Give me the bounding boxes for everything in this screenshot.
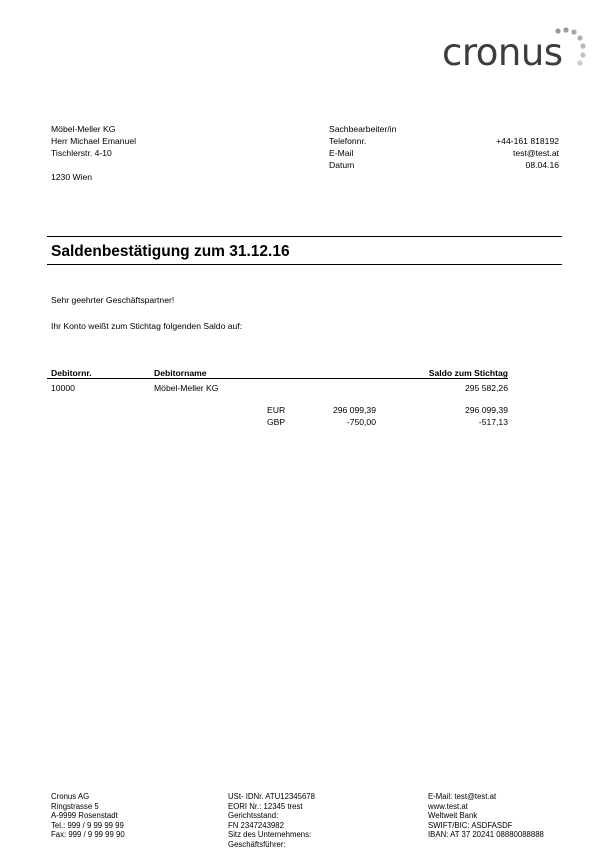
footer-line: Gerichtsstand: <box>228 811 279 821</box>
intro-text: Ihr Konto weißt zum Stichtag folgenden Saldo auf: <box>51 321 243 331</box>
greeting: Sehr geehrter Geschäftspartner! <box>51 295 175 305</box>
currency-balance: -517,13 <box>478 417 508 427</box>
header-balance: Saldo zum Stichtag <box>428 368 508 378</box>
document-title: Saldenbestätigung zum 31.12.16 <box>51 243 290 260</box>
footer-line: E-Mail: test@test.at <box>428 792 497 801</box>
currency-row <box>51 416 508 428</box>
footer-line: Sitz des Unternehmens: <box>228 830 312 840</box>
footer-line: www.test.at <box>428 801 468 811</box>
recipient-company: Möbel-Meller KG <box>51 124 116 134</box>
footer-legal <box>228 792 315 850</box>
recipient-street: Tischlerstr. 4-10 <box>51 148 112 158</box>
footer-company <box>51 792 125 840</box>
footer-bank <box>428 792 544 840</box>
date-row <box>329 159 559 171</box>
footer-line: Cronus AG <box>51 792 90 801</box>
row-balance: 295 582,26 <box>464 383 508 393</box>
row-number: 10000 <box>51 383 75 393</box>
document-info <box>329 123 559 171</box>
footer-line: EORI Nr.: 12345 trest <box>228 801 303 811</box>
currency-row <box>51 404 508 416</box>
date-label: Datum <box>329 160 355 170</box>
header-number: Debitornr. <box>51 368 92 378</box>
footer-line: SWIFT/BIC: ASDFASDF <box>428 820 513 830</box>
footer-line: FN 2347243982 <box>228 820 284 830</box>
footer-line: Tel.: 999 / 9 99 99 99 <box>51 820 124 830</box>
footer-line: A-9999 Rosenstadt <box>51 811 118 821</box>
row-name: Möbel-Meller KG <box>154 383 219 393</box>
phone-value: +44-161 818192 <box>496 136 559 146</box>
email-value: test@test.at <box>513 148 559 158</box>
footer-line: USt- IDNr. ATU12345678 <box>228 792 315 801</box>
recipient-city: 1230 Wien <box>51 172 93 182</box>
footer-line: Fax: 999 / 9 99 99 90 <box>51 830 125 840</box>
footer-line: Ringstrasse 5 <box>51 801 99 811</box>
currency-amount: -750,00 <box>346 417 376 427</box>
email-row <box>329 147 559 159</box>
clerk-row <box>329 123 559 135</box>
clerk-label: Sachbearbeiter/in <box>329 124 397 134</box>
logo-text: cronus <box>442 31 563 74</box>
table-header-rule <box>47 378 508 379</box>
currency-code: EUR <box>267 405 286 415</box>
footer-line: Weltweit Bank <box>428 811 478 821</box>
currency-balance: 296 099,39 <box>464 405 508 415</box>
footer-line: IBAN: AT 37 20241 08880088888 <box>428 830 544 840</box>
recipient-contact: Herr Michael Emanuel <box>51 136 137 146</box>
email-label: E-Mail <box>329 148 354 158</box>
currency-code: GBP <box>267 417 286 427</box>
phone-label: Telefonnr. <box>329 136 367 146</box>
company-logo <box>442 25 592 75</box>
currency-amount: 296 099,39 <box>332 405 376 415</box>
recipient-address <box>51 123 136 183</box>
title-rule-bottom <box>47 264 562 265</box>
phone-row <box>329 135 559 147</box>
date-value: 08.04.16 <box>525 160 559 170</box>
footer-line: Geschäftsführer: <box>228 839 286 849</box>
title-rule-top <box>47 236 562 237</box>
table-row <box>51 382 508 394</box>
header-name: Debitorname <box>154 368 207 378</box>
